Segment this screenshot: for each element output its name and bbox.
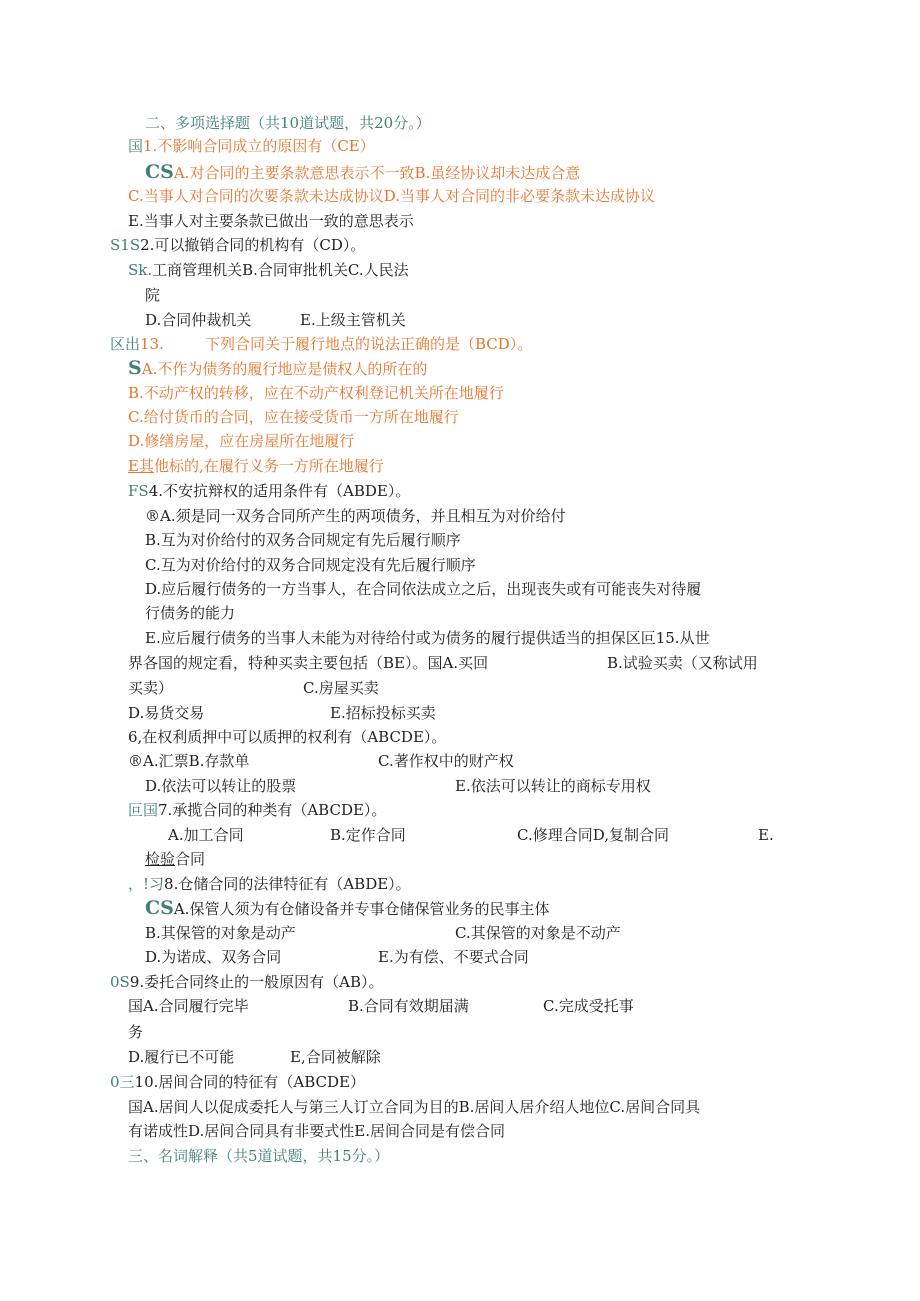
q7-option-e-underlined: 检验 bbox=[145, 850, 176, 868]
q2-options-abc-cont: 院 bbox=[145, 286, 161, 304]
q3-option-prefix: S bbox=[128, 357, 142, 379]
q4-stem: 4.不安抗辩权的适用条件有（ABDE）。 bbox=[148, 482, 411, 500]
q8-stem: 8.仓储合同的法律特征有（ABDE）。 bbox=[164, 875, 411, 893]
q4-option-e: E.应后履行债务的当事人未能为对待给付或为债务的履行提供适当的担保区叵15.从世 bbox=[145, 629, 710, 647]
q1-options-ab bbox=[145, 160, 580, 185]
q8-option-a-text: A.保管人须为有仓储设备并专事仓储保管业务的民事主体 bbox=[173, 900, 550, 918]
q5-line2: 买卖） bbox=[128, 679, 174, 697]
q8-prefix: ，!习 bbox=[128, 875, 165, 893]
q3-option-d: D.修缮房屋，应在房屋所在地履行 bbox=[128, 432, 355, 450]
q1-options-cd: C.当事人对合同的次要条款未达成协议D.当事人对合同的非必要条款未达成协议 bbox=[128, 187, 655, 205]
q9-stem: 9.委托合同终止的一般原因有（AB）。 bbox=[129, 973, 384, 991]
q3-stem: 下列合同关于履行地点的说法正确的是（BCD）。 bbox=[205, 335, 533, 353]
q10-stem: 10.居间合同的特征有（ABCDE） bbox=[134, 1073, 365, 1091]
q6-option-e: E.依法可以转让的商标专用权 bbox=[455, 777, 651, 795]
q6-option-d: D.依法可以转让的股票 bbox=[145, 777, 297, 795]
q7-prefix: 叵国 bbox=[128, 801, 159, 819]
q10-line2: 有诺成性D.居间合同具有非要式性E.居间合同是有偿合同 bbox=[128, 1122, 505, 1140]
question-1 bbox=[128, 136, 375, 156]
q4-option-b: B.互为对价给付的双务合同规定有先后履行顺序 bbox=[145, 531, 461, 549]
q3-option-b: B.不动产权的转移，应在不动产权利登记机关所在地履行 bbox=[128, 384, 504, 402]
q7-option-e-cont-text: 合同 bbox=[175, 850, 206, 868]
q9-option-c-cont: 务 bbox=[128, 1023, 144, 1041]
q5-option-d: D.易货交易 bbox=[128, 704, 205, 722]
q8-option-b: B.其保管的对象是动产 bbox=[145, 924, 296, 942]
section2-heading: 二、多项选择题（共10道试题，共20分。） bbox=[145, 114, 431, 132]
q1-prefix: 国 bbox=[128, 137, 144, 155]
q2-options-abc-text: 工商管理机关B.合同审批机关C.人民法 bbox=[152, 261, 409, 279]
q2-stem: 2.可以撤销合同的机构有（CD）。 bbox=[140, 236, 366, 254]
question-2 bbox=[110, 235, 365, 255]
q4-option-a: ®A.须是同一双务合同所产生的两项债务，并且相互为对价给付 bbox=[145, 507, 566, 525]
q7-stem: 7.承揽合同的种类有（ABCDE）。 bbox=[158, 801, 387, 819]
q8-option-c: C.其保管的对象是不动产 bbox=[455, 924, 621, 942]
q4-option-d-line2: 行债务的能力 bbox=[145, 604, 236, 622]
q9-option-b: B.合同有效期届满 bbox=[348, 997, 469, 1015]
q1-option-e: E.当事人对主要条款已做出一致的意思表示 bbox=[128, 212, 414, 230]
q7-option-b: B.定作合同 bbox=[330, 826, 406, 844]
q3-option-a-text: A.不作为债务的履行地应是债权人的所在的 bbox=[141, 360, 428, 378]
q8-option-a bbox=[145, 896, 549, 921]
question-6: 6,在权利质押中可以质押的权利有（ABCDE）。 bbox=[128, 728, 447, 746]
q8-option-d: D.为诺成、双务合同 bbox=[145, 948, 282, 966]
question-7 bbox=[128, 800, 386, 820]
q3-option-e-underlined: E其 bbox=[128, 457, 154, 475]
q8-option-prefix: CS bbox=[145, 897, 174, 919]
q2-options-abc bbox=[128, 260, 409, 280]
q3-option-a bbox=[128, 356, 427, 381]
q2-option-e: E.上级主管机关 bbox=[300, 311, 406, 329]
q10-line1: 国A.居间人以促成委托人与第三人订立合同为目的B.居间人居介绍人地位C.居间合同具 bbox=[128, 1098, 701, 1116]
q2-option-prefix: Sk. bbox=[128, 261, 153, 279]
question-4 bbox=[128, 481, 410, 501]
q10-prefix: 0三 bbox=[110, 1073, 135, 1091]
q4-option-c: C.互为对价给付的双务合同规定没有先后履行顺序 bbox=[145, 556, 476, 574]
q5-option-c: C.房屋买卖 bbox=[303, 679, 379, 697]
q9-prefix: 0S bbox=[110, 973, 130, 991]
q3-number: 13. bbox=[140, 335, 164, 353]
question-10 bbox=[110, 1072, 365, 1092]
q5-option-b: B.试验买卖（又称试用 bbox=[607, 654, 758, 672]
question-9 bbox=[110, 972, 384, 992]
question-8 bbox=[128, 874, 411, 894]
q4-option-d-line1: D.应后履行债务的一方当事人，在合同依法成立之后，出现丧失或有可能丧失对待履 bbox=[145, 580, 702, 598]
q1-stem: 1.不影响合同成立的原因有（CE） bbox=[143, 137, 375, 155]
q9-option-e: E,合同被解除 bbox=[290, 1048, 381, 1066]
q7-option-a: A.加工合同 bbox=[168, 826, 244, 844]
q7-option-e: E. bbox=[758, 826, 774, 844]
q5-line1: 界各国的规定看，特种买卖主要包括（BE）。国A.买回 bbox=[128, 654, 489, 672]
q3-prefix: 区出 bbox=[110, 335, 141, 353]
q9-option-a: 国A.合同履行完毕 bbox=[128, 997, 249, 1015]
q5-option-e: E.招标投标买卖 bbox=[330, 704, 436, 722]
q7-options-cd: C.修理合同D,复制合同 bbox=[517, 826, 669, 844]
section3-heading: 三、名词解释（共5道试题，共15分。） bbox=[128, 1147, 390, 1165]
q7-option-e-cont bbox=[145, 849, 205, 869]
q3-option-c: C.给付货币的合同，应在接受货币一方所在地履行 bbox=[128, 408, 459, 426]
q6-options-ab: ®A.汇票B.存款单 bbox=[128, 752, 250, 770]
q8-option-e: E.为有偿、不要式合同 bbox=[378, 948, 529, 966]
q3-option-e-text: 他标的,在履行义务一方所在地履行 bbox=[153, 457, 384, 475]
q2-option-d: D.合同仲裁机关 bbox=[145, 311, 252, 329]
q2-prefix: S1S bbox=[110, 236, 141, 254]
question-3 bbox=[110, 334, 164, 354]
q1-options-ab-text: A.对合同的主要条款意思表示不一致B.虽经协议却未达成合意 bbox=[173, 164, 581, 182]
q1-option-prefix: CS bbox=[145, 161, 174, 183]
q4-prefix: FS bbox=[128, 482, 149, 500]
q6-option-c: C.著作权中的财产权 bbox=[378, 752, 514, 770]
q3-option-e bbox=[128, 456, 384, 476]
q9-option-c: C.完成受托事 bbox=[543, 997, 634, 1015]
q9-option-d: D.履行已不可能 bbox=[128, 1048, 235, 1066]
